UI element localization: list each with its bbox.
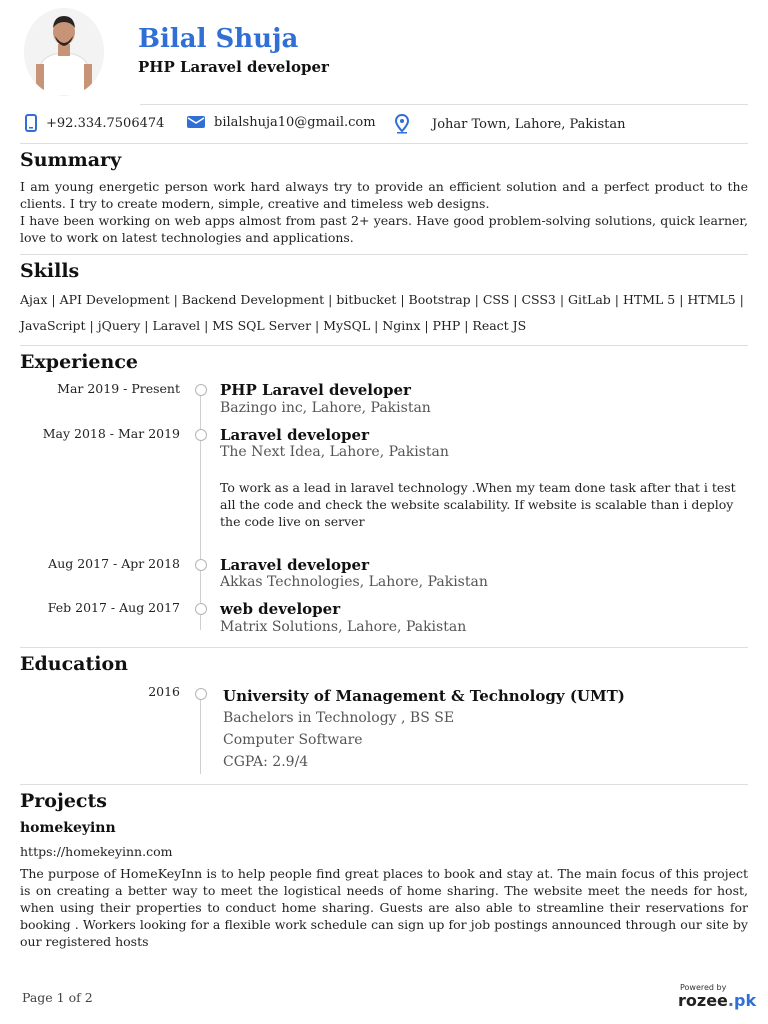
summary-divider xyxy=(20,254,748,255)
powered-by-label: Powered by xyxy=(680,983,727,992)
education-cgpa: CGPA: 2.9/4 xyxy=(223,754,309,770)
job-title: Laravel developer xyxy=(220,556,369,574)
header-divider xyxy=(140,104,748,105)
skills-divider xyxy=(20,345,748,346)
education-timeline xyxy=(200,698,201,774)
profile-photo xyxy=(24,8,104,96)
timeline-dot xyxy=(195,429,207,441)
education-heading: Education xyxy=(20,653,128,675)
job-company: Bazingo inc, Lahore, Pakistan xyxy=(220,400,431,416)
contact-email xyxy=(186,114,376,130)
envelope-icon xyxy=(186,114,206,130)
phone-text: +92.334.7506474 xyxy=(46,115,165,131)
contact-phone xyxy=(24,114,164,132)
job-company: Akkas Technologies, Lahore, Pakistan xyxy=(220,574,488,590)
summary-heading: Summary xyxy=(20,149,122,171)
timeline-dot xyxy=(195,688,207,700)
job-description: To work as a lead in laravel technology .When my team done task after that i test all the code and check the website scalability. If website is scalable than i deploy the code live on server xyxy=(220,480,736,529)
job-title: PHP Laravel developer xyxy=(220,381,411,399)
job-date: Aug 2017 - Apr 2018 xyxy=(48,556,180,571)
job-date: Feb 2017 - Aug 2017 xyxy=(47,600,180,615)
timeline-dot xyxy=(195,559,207,571)
project-description: The purpose of HomeKeyInn is to help people find great places to book and stay at. The main focus of this project is on creating a better way to meet the logistical needs of home sharing. The website meet the needs for host, when using their properties to conduct home sharing. Guests are also able to streamline their reservations for booking . Workers looking for a flexible work schedule can sign up for job postings announced through our site by our registered hosts xyxy=(20,866,748,949)
summary-line-2: I have been working on web apps almost from past 2+ years. Have good problem-solving solutions, quick learner, love to work on latest technologies and applications. xyxy=(20,213,748,245)
education-degree: Bachelors in Technology , BS SE xyxy=(223,710,455,726)
location-text: Johar Town, Lahore, Pakistan xyxy=(432,116,626,132)
candidate-name: Bilal Shuja xyxy=(138,24,299,54)
experience-divider xyxy=(20,647,748,648)
job-company: Matrix Solutions, Lahore, Pakistan xyxy=(220,619,467,635)
map-pin-icon xyxy=(394,114,410,134)
job-title: Laravel developer xyxy=(220,426,369,444)
education-divider xyxy=(20,784,748,785)
phone-icon xyxy=(24,114,38,132)
contact-location xyxy=(394,114,625,134)
projects-heading: Projects xyxy=(20,790,107,812)
timeline-dot xyxy=(195,384,207,396)
experience-heading: Experience xyxy=(20,351,138,373)
timeline-dot xyxy=(195,603,207,615)
email-text: bilalshuja10@gmail.com xyxy=(214,114,376,130)
summary-line-1: I am young energetic person work hard always try to provide an efficient solution and a perfect product to the clients. I try to create modern, simple, creative and timeless web designs. xyxy=(20,179,748,211)
rozee-logo-suffix: .pk xyxy=(727,991,757,1010)
job-company: The Next Idea, Lahore, Pakistan xyxy=(220,444,449,460)
education-school: University of Management & Technology (UMT) xyxy=(223,687,625,705)
project-url[interactable]: https://homekeyinn.com xyxy=(20,844,173,859)
skills-list: Ajax | API Development | Backend Development | bitbucket | Bootstrap | CSS | CSS3 | GitLab | HTML 5 | HTML5 | JavaScript | jQuery | Laravel | MS SQL Server | MySQL | Nginx | PHP | React JS xyxy=(20,292,744,333)
rozee-logo-text: rozee xyxy=(678,991,728,1010)
page-number: Page 1 of 2 xyxy=(22,990,93,1005)
contact-divider xyxy=(20,143,748,144)
job-date: May 2018 - Mar 2019 xyxy=(42,426,180,441)
rozee-logo xyxy=(678,991,756,1010)
project-name: homekeyinn xyxy=(20,820,116,836)
education-field: Computer Software xyxy=(223,732,363,748)
summary-body xyxy=(20,178,748,246)
candidate-role: PHP Laravel developer xyxy=(138,58,329,76)
skills-heading: Skills xyxy=(20,260,80,282)
job-date: Mar 2019 - Present xyxy=(57,381,180,396)
education-year: 2016 xyxy=(148,684,180,699)
job-title: web developer xyxy=(220,600,341,618)
